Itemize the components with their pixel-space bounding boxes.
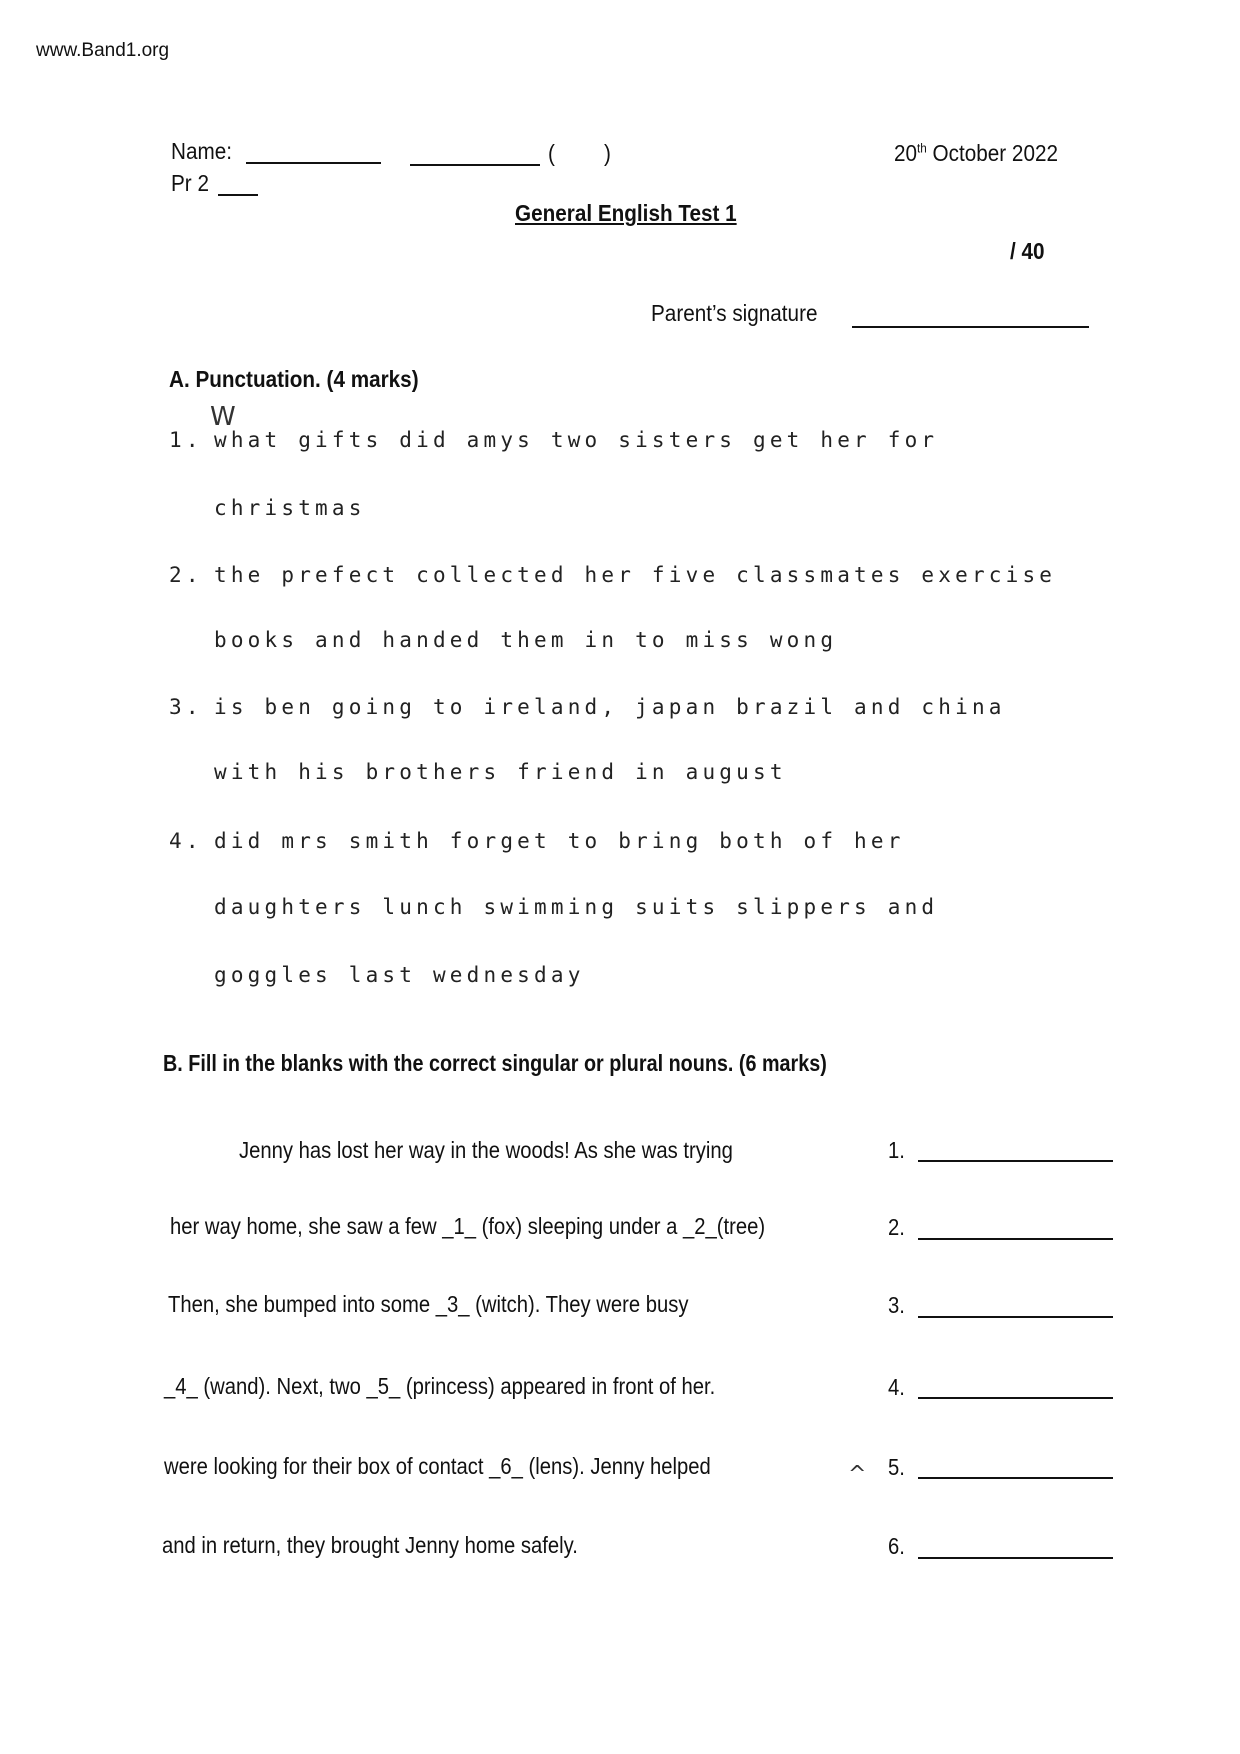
name-line-1[interactable] bbox=[246, 162, 381, 164]
date-suffix: th bbox=[917, 140, 927, 156]
answer-line-1[interactable] bbox=[918, 1160, 1113, 1162]
answer-number: 5. bbox=[888, 1454, 905, 1480]
date-day: 20 bbox=[894, 140, 918, 166]
insert-mark: ^ bbox=[848, 1462, 867, 1487]
answer-line-2[interactable] bbox=[918, 1238, 1113, 1240]
answer-number: 6. bbox=[888, 1533, 905, 1559]
passage-line: Jenny has lost her way in the woods! As she was trying bbox=[239, 1137, 733, 1163]
correction-mark: W bbox=[210, 402, 236, 432]
passage-line: and in return, they brought Jenny home safely. bbox=[162, 1532, 578, 1558]
passage-line: _4_ (wand). Next, two _5_ (princess) appeared in front of her. bbox=[164, 1373, 716, 1399]
item-number: 1. bbox=[169, 428, 203, 452]
answer-line-4[interactable] bbox=[918, 1397, 1113, 1399]
parent-signature-label: Parent’s signature bbox=[651, 300, 818, 326]
item-line: the prefect collected her five classmates exercise bbox=[214, 563, 1057, 587]
item-number: 2. bbox=[169, 563, 203, 587]
date-rest: October 2022 bbox=[932, 140, 1058, 166]
section-b-heading: B. Fill in the blanks with the correct singular or plural nouns. (6 marks) bbox=[163, 1050, 827, 1076]
item-line: christmas bbox=[214, 496, 366, 520]
parent-signature-line[interactable] bbox=[852, 326, 1089, 328]
date bbox=[894, 140, 1058, 167]
item-line: goggles last wednesday bbox=[214, 963, 585, 987]
passage-line: were looking for their box of contact _6_ (lens). Jenny helped bbox=[164, 1453, 711, 1479]
passage-line: Then, she bumped into some _3_ (witch). They were busy bbox=[168, 1291, 689, 1317]
answer-number: 4. bbox=[888, 1374, 905, 1400]
class-line[interactable] bbox=[218, 194, 258, 196]
section-a-heading: A. Punctuation. (4 marks) bbox=[169, 366, 419, 392]
item-line: what gifts did amys two sisters get her for bbox=[214, 428, 939, 452]
item-line: did mrs smith forget to bring both of her bbox=[214, 829, 905, 853]
bracket-close: ) bbox=[604, 140, 611, 166]
item-line: with his brothers friend in august bbox=[214, 760, 787, 784]
answer-number: 1. bbox=[888, 1137, 905, 1163]
passage-line: her way home, she saw a few _1_ (fox) sleeping under a _2_(tree) bbox=[170, 1213, 766, 1239]
item-line: books and handed them in to miss wong bbox=[214, 628, 838, 652]
score-total: / 40 bbox=[1010, 238, 1045, 264]
item-line: is ben going to ireland, japan brazil and china bbox=[214, 695, 1006, 719]
answer-line-5[interactable] bbox=[918, 1477, 1113, 1479]
class-label: Pr 2 bbox=[171, 170, 209, 196]
answer-number: 2. bbox=[888, 1214, 905, 1240]
answer-line-3[interactable] bbox=[918, 1316, 1113, 1318]
item-number: 3. bbox=[169, 695, 203, 719]
answer-number: 3. bbox=[888, 1292, 905, 1318]
bracket-open: ( bbox=[548, 140, 555, 166]
name-line-2[interactable] bbox=[410, 164, 540, 166]
name-label: Name: bbox=[171, 138, 232, 164]
site-watermark: www.Band1.org bbox=[36, 40, 170, 61]
item-number: 4. bbox=[169, 829, 203, 853]
answer-line-6[interactable] bbox=[918, 1557, 1113, 1559]
item-line: daughters lunch swimming suits slippers and bbox=[214, 895, 939, 919]
page-title: General English Test 1 bbox=[515, 200, 737, 226]
